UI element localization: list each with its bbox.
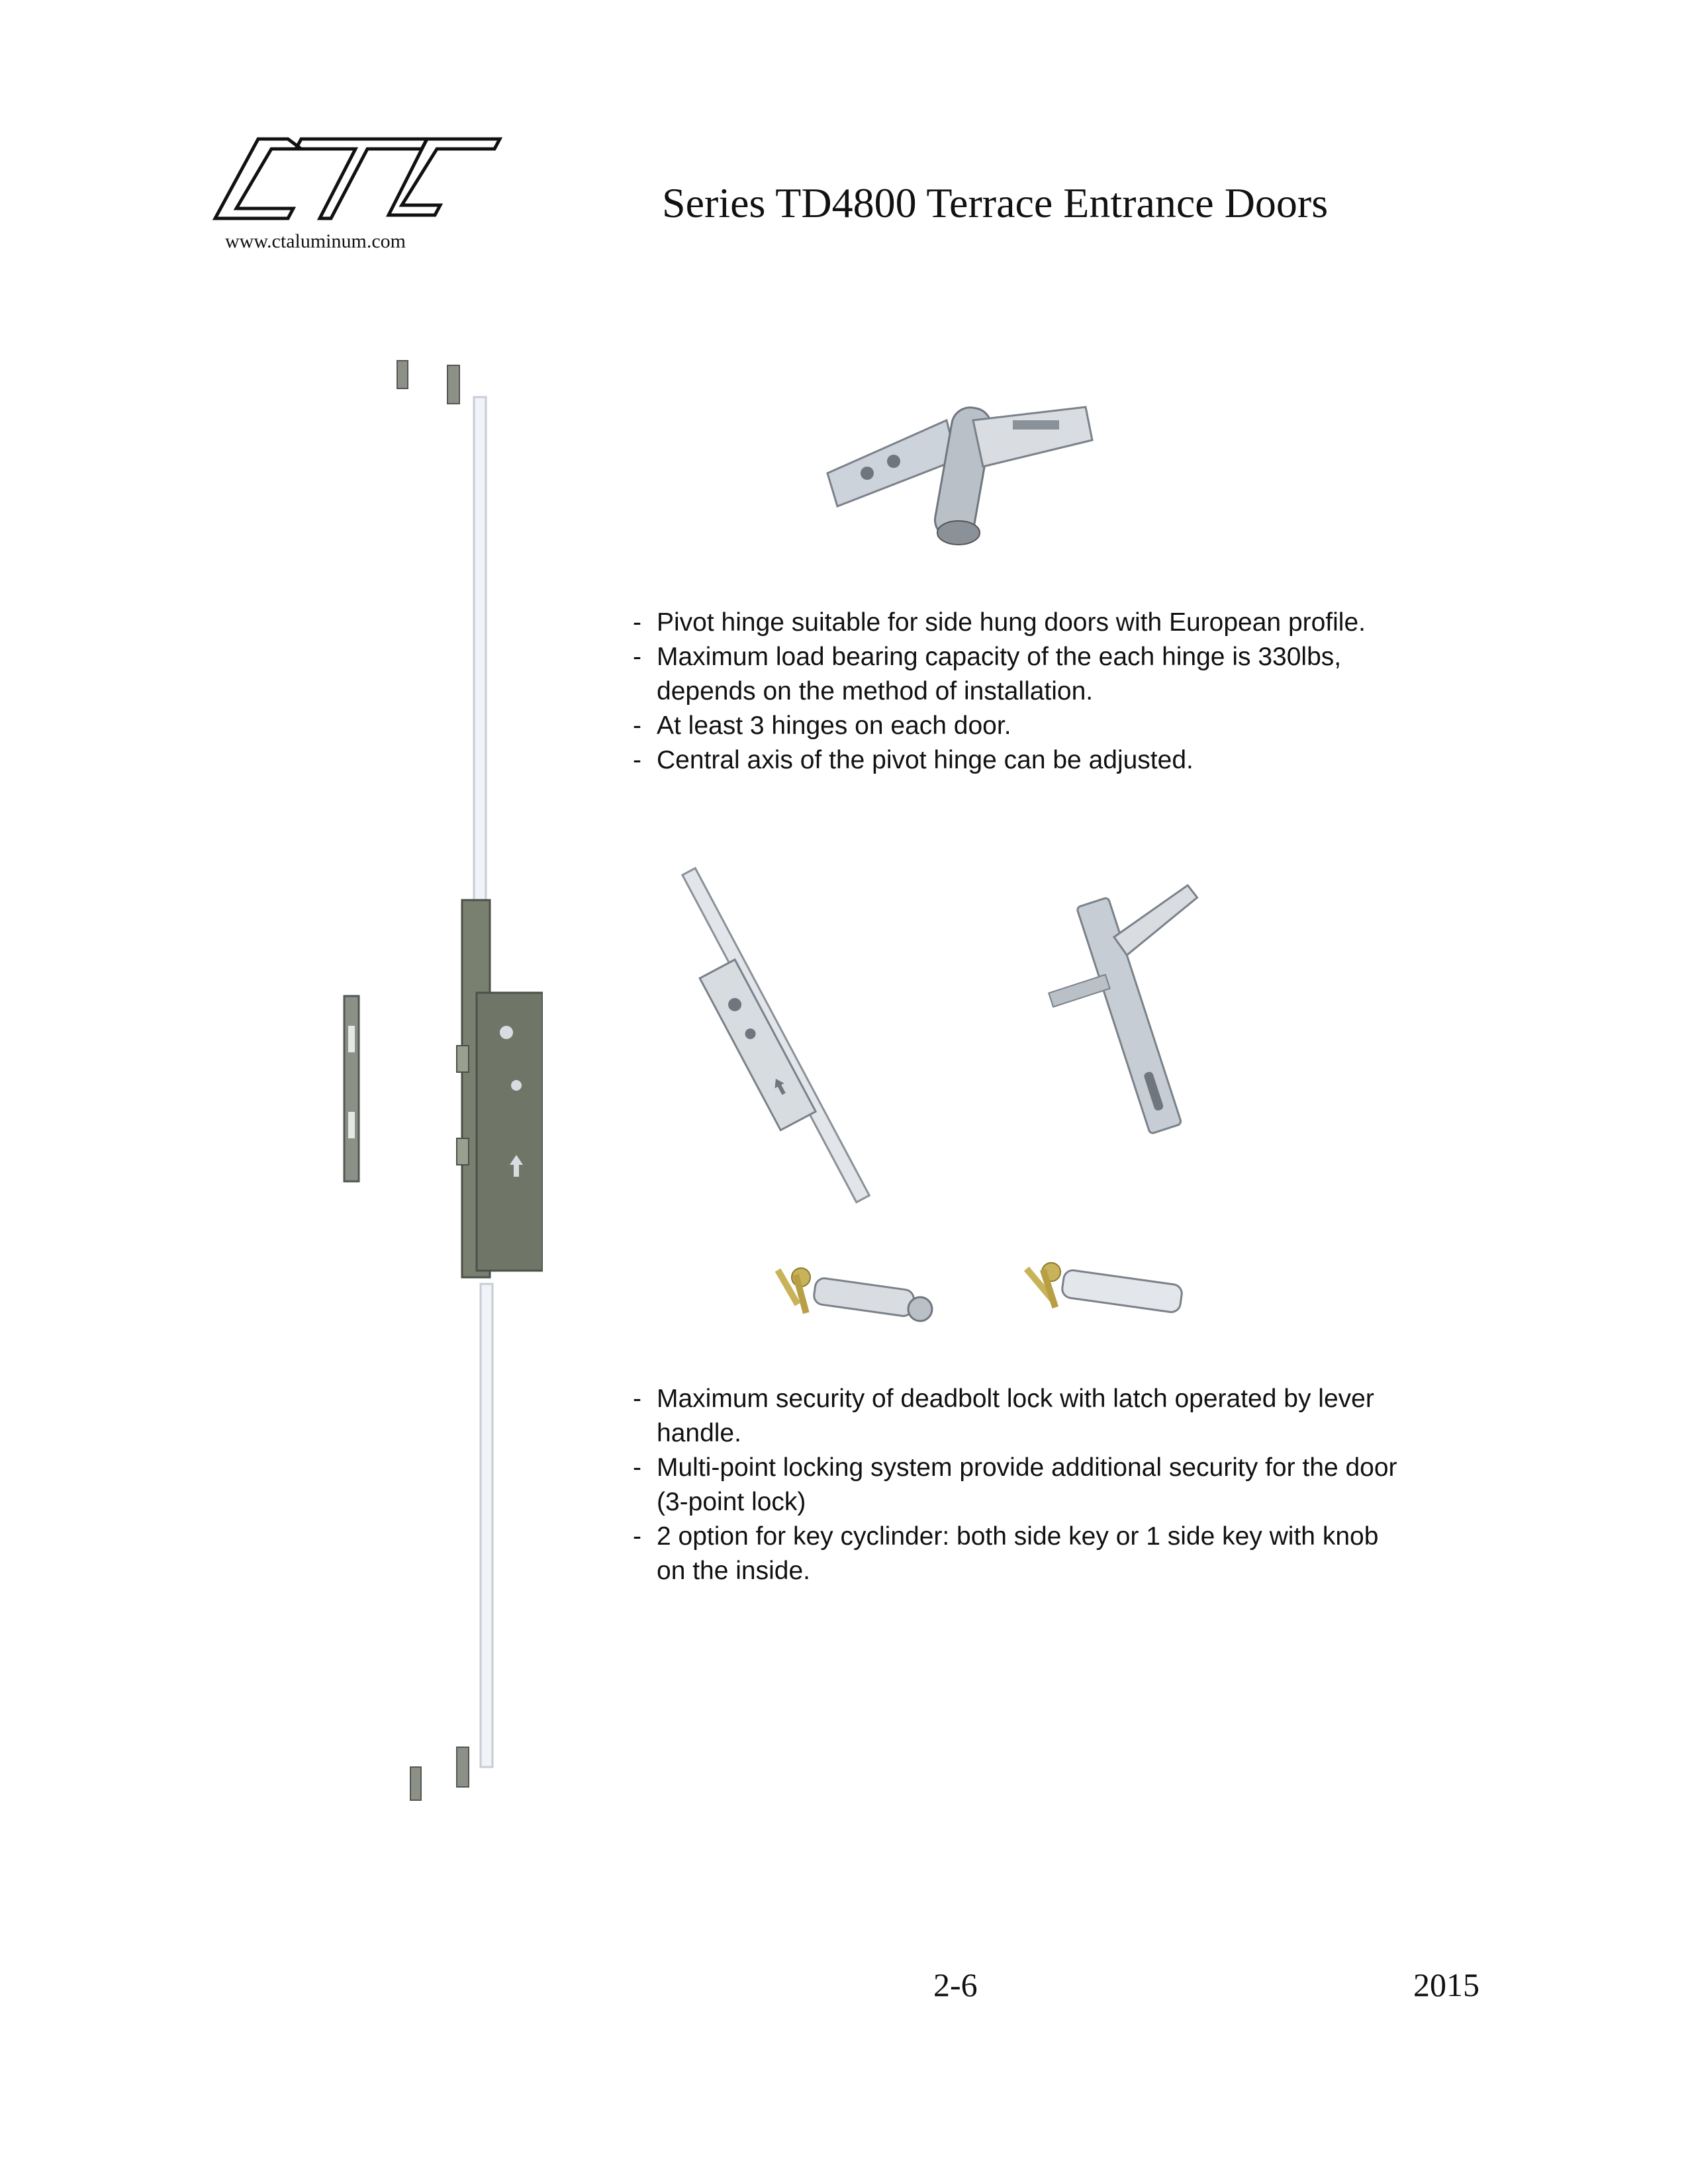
- bottom-hook-left: [410, 1767, 421, 1800]
- hinge-bullet: - Maximum load bearing capacity of the each hinge is 330lbs, depends on the method of installation.: [633, 640, 1385, 709]
- hinge-description: [633, 606, 1454, 778]
- lower-rod: [481, 1284, 492, 1767]
- multipoint-lock-diagram: [278, 344, 543, 1860]
- ctl-logo: [209, 132, 503, 225]
- lever-handle-image: [1033, 880, 1244, 1145]
- lock-case-image: [669, 847, 894, 1218]
- lock-bullet: - Multi-point locking system provide additional security for the door (3-point lock): [633, 1451, 1418, 1520]
- pivot-hinge-image: [814, 381, 1105, 559]
- website-url: www.ctaluminum.com: [225, 230, 406, 252]
- bottom-hook-right: [457, 1747, 469, 1787]
- multipoint-lock-drawing: [278, 344, 543, 1860]
- ctl-logo-graphic: [209, 132, 503, 225]
- footer-year: 2015: [1413, 1966, 1479, 2003]
- key-knob-cylinder-image: [755, 1251, 940, 1343]
- lock-bullet: - Maximum security of deadbolt lock with latch operated by lever handle.: [633, 1382, 1418, 1451]
- hinge-bullet-list: [633, 606, 1454, 778]
- hinge-bullet: - At least 3 hinges on each door.: [633, 709, 1454, 743]
- hinge-bullet: - Central axis of the pivot hinge can be adjusted.: [633, 743, 1454, 778]
- lock-bullet-list: [633, 1382, 1454, 1588]
- top-hook-right: [447, 365, 459, 404]
- lock-description: [633, 1382, 1454, 1588]
- lock-bullet: - 2 option for key cyclinder: both side key or 1 side key with knob on the inside.: [633, 1520, 1385, 1588]
- hinge-bullet: - Pivot hinge suitable for side hung doors with European profile.: [633, 606, 1454, 640]
- top-hook-left: [397, 361, 408, 388]
- keeper-plate: [344, 996, 359, 1181]
- page-number: 2-6: [933, 1966, 978, 2003]
- page-title: Series TD4800 Terrace Entrance Doors: [662, 179, 1329, 226]
- double-key-cylinder-image: [1000, 1244, 1198, 1337]
- spindle-hole: [500, 1026, 513, 1039]
